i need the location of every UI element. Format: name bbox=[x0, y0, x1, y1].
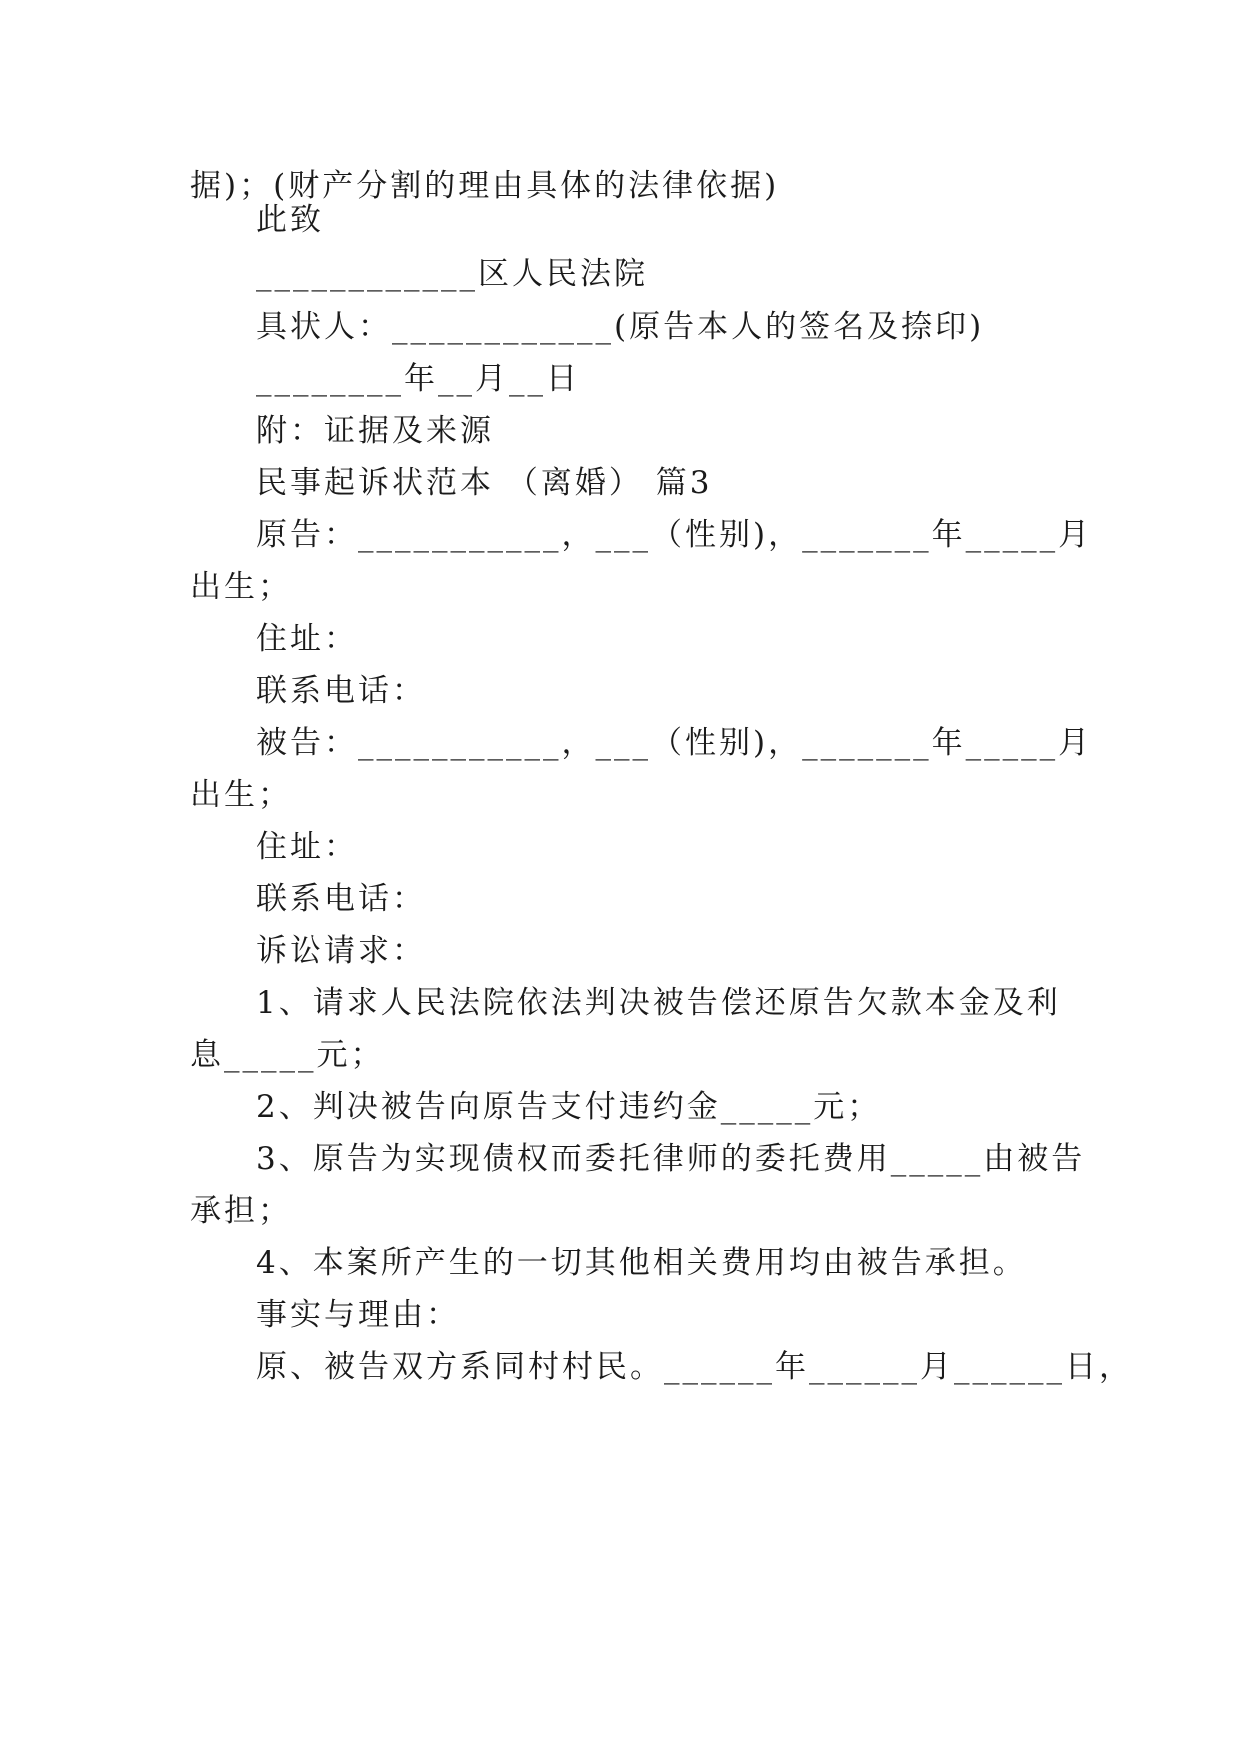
text-line: 事实与理由： bbox=[256, 1297, 460, 1333]
text-line: ________年__月__日 bbox=[256, 361, 580, 397]
section-heading: 民事起诉状范本 （离婚） 篇3 bbox=[256, 465, 713, 501]
text-line: 具状人：____________(原告本人的签名及捺印) bbox=[256, 309, 985, 345]
text-line: 联系电话： bbox=[256, 673, 426, 709]
text-line: 被告：___________，___（性别)，_______年_____月 bbox=[256, 725, 1093, 761]
text-line: 息_____元； bbox=[190, 1037, 385, 1073]
text-line: 附：证据及来源 bbox=[256, 413, 494, 449]
text-line: 承担； bbox=[190, 1193, 292, 1229]
text-line: 原、被告双方系同村村民。______年______月______日， bbox=[256, 1349, 1133, 1385]
text-line: 此致 bbox=[256, 202, 324, 238]
text-line: 联系电话： bbox=[256, 881, 426, 917]
text-line: 出生； bbox=[190, 569, 292, 605]
text-line: 2、判决被告向原告支付违约金_____元； bbox=[256, 1089, 882, 1125]
text-line: 住址： bbox=[256, 621, 358, 657]
text-line: 据)；(财产分割的理由具体的法律依据) bbox=[190, 168, 780, 204]
text-line: 出生； bbox=[190, 777, 292, 813]
text-line: ____________区人民法院 bbox=[256, 256, 648, 292]
text-line: 原告：___________，___（性别)，_______年_____月 bbox=[256, 517, 1093, 553]
text-line: 4、本案所产生的一切其他相关费用均由被告承担。 bbox=[256, 1245, 1027, 1281]
text-line: 诉讼请求： bbox=[256, 933, 426, 969]
text-line: 3、原告为实现债权而委托律师的委托费用_____由被告 bbox=[256, 1141, 1086, 1177]
text-line: 1、请求人民法院依法判决被告偿还原告欠款本金及利 bbox=[256, 985, 1061, 1021]
text-line: 住址： bbox=[256, 829, 358, 865]
